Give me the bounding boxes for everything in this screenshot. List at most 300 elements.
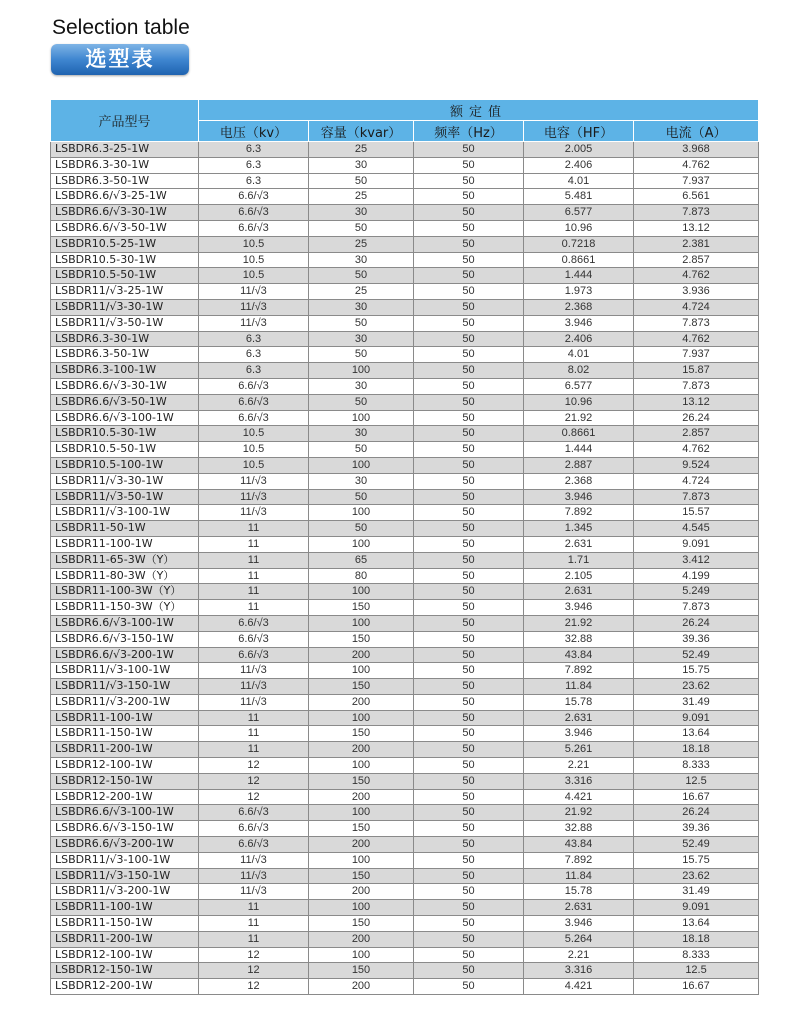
cell-current: 31.49 [634, 694, 759, 710]
cell-capacitance: 3.946 [524, 489, 634, 505]
cell-voltage: 6.6/√3 [199, 805, 309, 821]
cell-current: 18.18 [634, 742, 759, 758]
cell-current: 2.381 [634, 236, 759, 252]
cell-model: LSBDR6.3-100-1W [51, 363, 199, 379]
cell-capacitance: 32.88 [524, 821, 634, 837]
column-header-capacity: 容量（kvar） [309, 121, 414, 142]
cell-frequency: 50 [414, 837, 524, 853]
cell-capacity: 25 [309, 236, 414, 252]
table-row [51, 363, 759, 379]
cell-frequency: 50 [414, 568, 524, 584]
cell-voltage: 11 [199, 742, 309, 758]
cell-current: 16.67 [634, 979, 759, 995]
cell-capacitance: 21.92 [524, 805, 634, 821]
cell-capacity: 200 [309, 742, 414, 758]
cell-capacity: 100 [309, 900, 414, 916]
table-row [51, 426, 759, 442]
column-header-frequency: 频率（Hz） [414, 121, 524, 142]
cell-capacitance: 10.96 [524, 394, 634, 410]
cell-voltage: 11/√3 [199, 473, 309, 489]
cell-model: LSBDR11/√3-100-1W [51, 852, 199, 868]
cell-frequency: 50 [414, 426, 524, 442]
cell-model: LSBDR6.6/√3-150-1W [51, 631, 199, 647]
table-row [51, 726, 759, 742]
cell-voltage: 6.6/√3 [199, 821, 309, 837]
cell-capacity: 150 [309, 868, 414, 884]
cell-model: LSBDR12-100-1W [51, 758, 199, 774]
cell-capacitance: 21.92 [524, 615, 634, 631]
cell-current: 7.873 [634, 205, 759, 221]
cell-voltage: 11/√3 [199, 679, 309, 695]
cell-voltage: 11 [199, 600, 309, 616]
cell-capacitance: 11.84 [524, 868, 634, 884]
cell-frequency: 50 [414, 726, 524, 742]
cell-frequency: 50 [414, 552, 524, 568]
table-row [51, 821, 759, 837]
cell-capacity: 30 [309, 331, 414, 347]
cell-current: 23.62 [634, 868, 759, 884]
cell-model: LSBDR11-65-3W（Y） [51, 552, 199, 568]
cell-capacitance: 5.264 [524, 931, 634, 947]
cell-model: LSBDR11-80-3W（Y） [51, 568, 199, 584]
cell-current: 9.524 [634, 457, 759, 473]
cell-frequency: 50 [414, 600, 524, 616]
cell-model: LSBDR6.6/√3-25-1W [51, 189, 199, 205]
cell-current: 15.57 [634, 505, 759, 521]
cell-current: 7.873 [634, 315, 759, 331]
cell-capacitance: 2.005 [524, 142, 634, 158]
table-row [51, 299, 759, 315]
table-row [51, 284, 759, 300]
cell-voltage: 6.6/√3 [199, 394, 309, 410]
cell-capacity: 50 [309, 442, 414, 458]
cell-frequency: 50 [414, 236, 524, 252]
cell-frequency: 50 [414, 931, 524, 947]
cell-voltage: 12 [199, 789, 309, 805]
table-row [51, 521, 759, 537]
cell-voltage: 11/√3 [199, 489, 309, 505]
cell-model: LSBDR12-200-1W [51, 789, 199, 805]
cell-voltage: 6.3 [199, 363, 309, 379]
cell-frequency: 50 [414, 963, 524, 979]
page-title-english: Selection table [52, 16, 190, 39]
table-row [51, 268, 759, 284]
cell-capacitance: 2.21 [524, 947, 634, 963]
cell-capacitance: 2.887 [524, 457, 634, 473]
cell-capacitance: 2.631 [524, 536, 634, 552]
cell-voltage: 11 [199, 916, 309, 932]
cell-current: 12.5 [634, 773, 759, 789]
cell-capacity: 50 [309, 315, 414, 331]
cell-capacity: 50 [309, 394, 414, 410]
cell-capacitance: 1.444 [524, 268, 634, 284]
cell-capacity: 200 [309, 837, 414, 853]
cell-frequency: 50 [414, 315, 524, 331]
cell-capacitance: 1.345 [524, 521, 634, 537]
cell-capacity: 50 [309, 173, 414, 189]
cell-voltage: 10.5 [199, 426, 309, 442]
table-row [51, 394, 759, 410]
cell-capacitance: 2.368 [524, 473, 634, 489]
cell-capacity: 200 [309, 884, 414, 900]
cell-frequency: 50 [414, 742, 524, 758]
cell-capacity: 50 [309, 268, 414, 284]
cell-capacity: 50 [309, 521, 414, 537]
table-row [51, 189, 759, 205]
table-row [51, 931, 759, 947]
cell-current: 9.091 [634, 900, 759, 916]
cell-current: 9.091 [634, 536, 759, 552]
cell-current: 39.36 [634, 631, 759, 647]
table-row [51, 236, 759, 252]
cell-model: LSBDR11/√3-25-1W [51, 284, 199, 300]
table-row [51, 615, 759, 631]
cell-current: 15.75 [634, 852, 759, 868]
cell-current: 18.18 [634, 931, 759, 947]
cell-voltage: 12 [199, 947, 309, 963]
cell-current: 15.75 [634, 663, 759, 679]
cell-current: 3.936 [634, 284, 759, 300]
cell-model: LSBDR11/√3-200-1W [51, 694, 199, 710]
cell-voltage: 11 [199, 726, 309, 742]
cell-capacity: 150 [309, 631, 414, 647]
cell-current: 4.724 [634, 299, 759, 315]
cell-current: 7.937 [634, 347, 759, 363]
cell-voltage: 11/√3 [199, 299, 309, 315]
cell-current: 2.857 [634, 252, 759, 268]
cell-current: 26.24 [634, 805, 759, 821]
cell-current: 52.49 [634, 647, 759, 663]
cell-voltage: 11/√3 [199, 694, 309, 710]
cell-current: 39.36 [634, 821, 759, 837]
cell-capacity: 30 [309, 157, 414, 173]
cell-current: 12.5 [634, 963, 759, 979]
cell-voltage: 12 [199, 963, 309, 979]
cell-frequency: 50 [414, 505, 524, 521]
table-row [51, 647, 759, 663]
cell-capacitance: 4.421 [524, 979, 634, 995]
cell-capacitance: 15.78 [524, 884, 634, 900]
cell-frequency: 50 [414, 631, 524, 647]
cell-capacity: 100 [309, 584, 414, 600]
cell-capacity: 100 [309, 852, 414, 868]
cell-frequency: 50 [414, 489, 524, 505]
cell-frequency: 50 [414, 457, 524, 473]
cell-current: 6.561 [634, 189, 759, 205]
cell-voltage: 11/√3 [199, 505, 309, 521]
cell-voltage: 6.3 [199, 157, 309, 173]
table-row [51, 979, 759, 995]
cell-model: LSBDR11-100-3W（Y） [51, 584, 199, 600]
cell-current: 7.873 [634, 489, 759, 505]
cell-voltage: 10.5 [199, 268, 309, 284]
cell-current: 4.545 [634, 521, 759, 537]
cell-current: 3.412 [634, 552, 759, 568]
table-row [51, 884, 759, 900]
cell-model: LSBDR11/√3-30-1W [51, 473, 199, 489]
cell-voltage: 11 [199, 552, 309, 568]
cell-capacitance: 1.973 [524, 284, 634, 300]
cell-frequency: 50 [414, 615, 524, 631]
cell-capacitance: 3.946 [524, 916, 634, 932]
cell-frequency: 50 [414, 805, 524, 821]
table-header [51, 100, 759, 142]
cell-frequency: 50 [414, 173, 524, 189]
cell-voltage: 6.6/√3 [199, 189, 309, 205]
cell-capacitance: 3.316 [524, 773, 634, 789]
cell-current: 8.333 [634, 758, 759, 774]
table-body [51, 142, 759, 995]
cell-capacity: 30 [309, 299, 414, 315]
cell-current: 13.64 [634, 916, 759, 932]
cell-capacitance: 10.96 [524, 220, 634, 236]
table-row [51, 694, 759, 710]
cell-voltage: 10.5 [199, 442, 309, 458]
cell-voltage: 11 [199, 521, 309, 537]
table-row [51, 410, 759, 426]
cell-model: LSBDR6.6/√3-100-1W [51, 410, 199, 426]
table-row [51, 837, 759, 853]
cell-model: LSBDR11-100-1W [51, 900, 199, 916]
cell-capacity: 50 [309, 489, 414, 505]
cell-current: 26.24 [634, 410, 759, 426]
selection-table-container [50, 99, 758, 995]
cell-capacitance: 6.577 [524, 378, 634, 394]
cell-frequency: 50 [414, 284, 524, 300]
cell-capacity: 100 [309, 663, 414, 679]
cell-model: LSBDR11-150-1W [51, 916, 199, 932]
cell-model: LSBDR11-150-1W [51, 726, 199, 742]
table-row [51, 331, 759, 347]
cell-current: 9.091 [634, 710, 759, 726]
table-row [51, 442, 759, 458]
table-row [51, 157, 759, 173]
table-row [51, 663, 759, 679]
cell-voltage: 12 [199, 773, 309, 789]
cell-frequency: 50 [414, 773, 524, 789]
cell-capacitance: 7.892 [524, 663, 634, 679]
cell-capacitance: 2.631 [524, 710, 634, 726]
cell-voltage: 11 [199, 536, 309, 552]
cell-capacitance: 3.946 [524, 726, 634, 742]
cell-frequency: 50 [414, 758, 524, 774]
cell-voltage: 11 [199, 568, 309, 584]
cell-capacitance: 0.8661 [524, 252, 634, 268]
cell-model: LSBDR6.6/√3-50-1W [51, 220, 199, 236]
table-row [51, 789, 759, 805]
cell-model: LSBDR12-100-1W [51, 947, 199, 963]
cell-model: LSBDR6.6/√3-30-1W [51, 205, 199, 221]
cell-model: LSBDR11/√3-50-1W [51, 315, 199, 331]
table-row [51, 900, 759, 916]
cell-current: 4.762 [634, 442, 759, 458]
table-row [51, 742, 759, 758]
table-row [51, 489, 759, 505]
cell-frequency: 50 [414, 220, 524, 236]
column-group-header-rated: 额定值 [199, 100, 759, 121]
table-row [51, 584, 759, 600]
page-title-chinese-badge: 选型表 [51, 44, 189, 75]
cell-capacity: 150 [309, 821, 414, 837]
cell-model: LSBDR10.5-50-1W [51, 268, 199, 284]
cell-frequency: 50 [414, 378, 524, 394]
cell-model: LSBDR11/√3-50-1W [51, 489, 199, 505]
cell-capacity: 25 [309, 189, 414, 205]
cell-voltage: 6.3 [199, 331, 309, 347]
cell-capacitance: 0.7218 [524, 236, 634, 252]
cell-current: 4.762 [634, 268, 759, 284]
cell-frequency: 50 [414, 157, 524, 173]
cell-capacity: 150 [309, 679, 414, 695]
cell-voltage: 10.5 [199, 236, 309, 252]
table-row [51, 600, 759, 616]
cell-model: LSBDR11/√3-150-1W [51, 868, 199, 884]
cell-voltage: 11/√3 [199, 284, 309, 300]
cell-model: LSBDR12-150-1W [51, 773, 199, 789]
cell-model: LSBDR6.3-30-1W [51, 157, 199, 173]
cell-capacity: 150 [309, 600, 414, 616]
cell-capacitance: 6.577 [524, 205, 634, 221]
cell-frequency: 50 [414, 536, 524, 552]
cell-frequency: 50 [414, 647, 524, 663]
cell-model: LSBDR12-150-1W [51, 963, 199, 979]
cell-frequency: 50 [414, 331, 524, 347]
cell-voltage: 11/√3 [199, 663, 309, 679]
cell-model: LSBDR10.5-30-1W [51, 252, 199, 268]
cell-capacity: 100 [309, 615, 414, 631]
cell-frequency: 50 [414, 268, 524, 284]
column-header-voltage: 电压（kv） [199, 121, 309, 142]
cell-capacity: 30 [309, 473, 414, 489]
cell-frequency: 50 [414, 884, 524, 900]
cell-voltage: 6.3 [199, 347, 309, 363]
cell-capacitance: 2.406 [524, 157, 634, 173]
cell-model: LSBDR6.6/√3-30-1W [51, 378, 199, 394]
table-row [51, 947, 759, 963]
cell-model: LSBDR11-50-1W [51, 521, 199, 537]
cell-current: 52.49 [634, 837, 759, 853]
cell-model: LSBDR11-150-3W（Y） [51, 600, 199, 616]
column-header-model: 产品型号 [51, 100, 199, 142]
table-row [51, 205, 759, 221]
cell-capacity: 200 [309, 694, 414, 710]
cell-capacity: 100 [309, 457, 414, 473]
cell-model: LSBDR6.6/√3-100-1W [51, 615, 199, 631]
cell-frequency: 50 [414, 852, 524, 868]
cell-capacity: 150 [309, 916, 414, 932]
cell-model: LSBDR12-200-1W [51, 979, 199, 995]
cell-capacitance: 2.631 [524, 584, 634, 600]
cell-model: LSBDR6.3-30-1W [51, 331, 199, 347]
cell-model: LSBDR10.5-30-1W [51, 426, 199, 442]
table-row [51, 963, 759, 979]
cell-capacity: 100 [309, 710, 414, 726]
cell-voltage: 11/√3 [199, 884, 309, 900]
cell-capacitance: 11.84 [524, 679, 634, 695]
cell-capacity: 80 [309, 568, 414, 584]
cell-capacitance: 3.946 [524, 315, 634, 331]
column-header-capacitance: 电容（HF） [524, 121, 634, 142]
cell-capacity: 200 [309, 647, 414, 663]
cell-capacitance: 4.421 [524, 789, 634, 805]
cell-capacity: 200 [309, 931, 414, 947]
cell-capacity: 150 [309, 963, 414, 979]
cell-voltage: 6.6/√3 [199, 647, 309, 663]
cell-frequency: 50 [414, 947, 524, 963]
cell-capacitance: 3.946 [524, 600, 634, 616]
cell-current: 8.333 [634, 947, 759, 963]
cell-current: 15.87 [634, 363, 759, 379]
table-row [51, 679, 759, 695]
cell-capacitance: 43.84 [524, 647, 634, 663]
cell-frequency: 50 [414, 900, 524, 916]
cell-current: 3.968 [634, 142, 759, 158]
table-row [51, 758, 759, 774]
cell-voltage: 11 [199, 710, 309, 726]
cell-capacitance: 3.316 [524, 963, 634, 979]
cell-voltage: 6.6/√3 [199, 615, 309, 631]
cell-capacity: 100 [309, 410, 414, 426]
cell-voltage: 6.3 [199, 173, 309, 189]
selection-table [50, 99, 759, 995]
cell-current: 4.199 [634, 568, 759, 584]
cell-frequency: 50 [414, 347, 524, 363]
cell-capacity: 30 [309, 252, 414, 268]
cell-model: LSBDR6.3-50-1W [51, 347, 199, 363]
cell-capacity: 100 [309, 947, 414, 963]
cell-current: 7.873 [634, 378, 759, 394]
table-row [51, 773, 759, 789]
cell-capacity: 30 [309, 378, 414, 394]
cell-frequency: 50 [414, 789, 524, 805]
cell-frequency: 50 [414, 710, 524, 726]
table-row [51, 457, 759, 473]
cell-model: LSBDR11/√3-150-1W [51, 679, 199, 695]
cell-frequency: 50 [414, 442, 524, 458]
cell-voltage: 11 [199, 584, 309, 600]
cell-capacitance: 4.01 [524, 347, 634, 363]
cell-current: 31.49 [634, 884, 759, 900]
table-row [51, 568, 759, 584]
cell-model: LSBDR10.5-25-1W [51, 236, 199, 252]
cell-frequency: 50 [414, 679, 524, 695]
cell-capacitance: 0.8661 [524, 426, 634, 442]
cell-capacitance: 21.92 [524, 410, 634, 426]
cell-capacity: 25 [309, 142, 414, 158]
cell-frequency: 50 [414, 189, 524, 205]
table-row [51, 868, 759, 884]
cell-voltage: 12 [199, 979, 309, 995]
cell-capacitance: 8.02 [524, 363, 634, 379]
cell-current: 2.857 [634, 426, 759, 442]
cell-model: LSBDR6.6/√3-50-1W [51, 394, 199, 410]
cell-voltage: 6.6/√3 [199, 378, 309, 394]
cell-current: 7.937 [634, 173, 759, 189]
cell-voltage: 11/√3 [199, 852, 309, 868]
cell-frequency: 50 [414, 363, 524, 379]
cell-capacitance: 32.88 [524, 631, 634, 647]
table-row [51, 173, 759, 189]
cell-frequency: 50 [414, 252, 524, 268]
cell-model: LSBDR11-200-1W [51, 742, 199, 758]
cell-frequency: 50 [414, 205, 524, 221]
cell-capacitance: 5.261 [524, 742, 634, 758]
cell-capacity: 30 [309, 205, 414, 221]
cell-capacity: 100 [309, 758, 414, 774]
cell-frequency: 50 [414, 868, 524, 884]
cell-current: 13.12 [634, 394, 759, 410]
cell-capacity: 150 [309, 726, 414, 742]
